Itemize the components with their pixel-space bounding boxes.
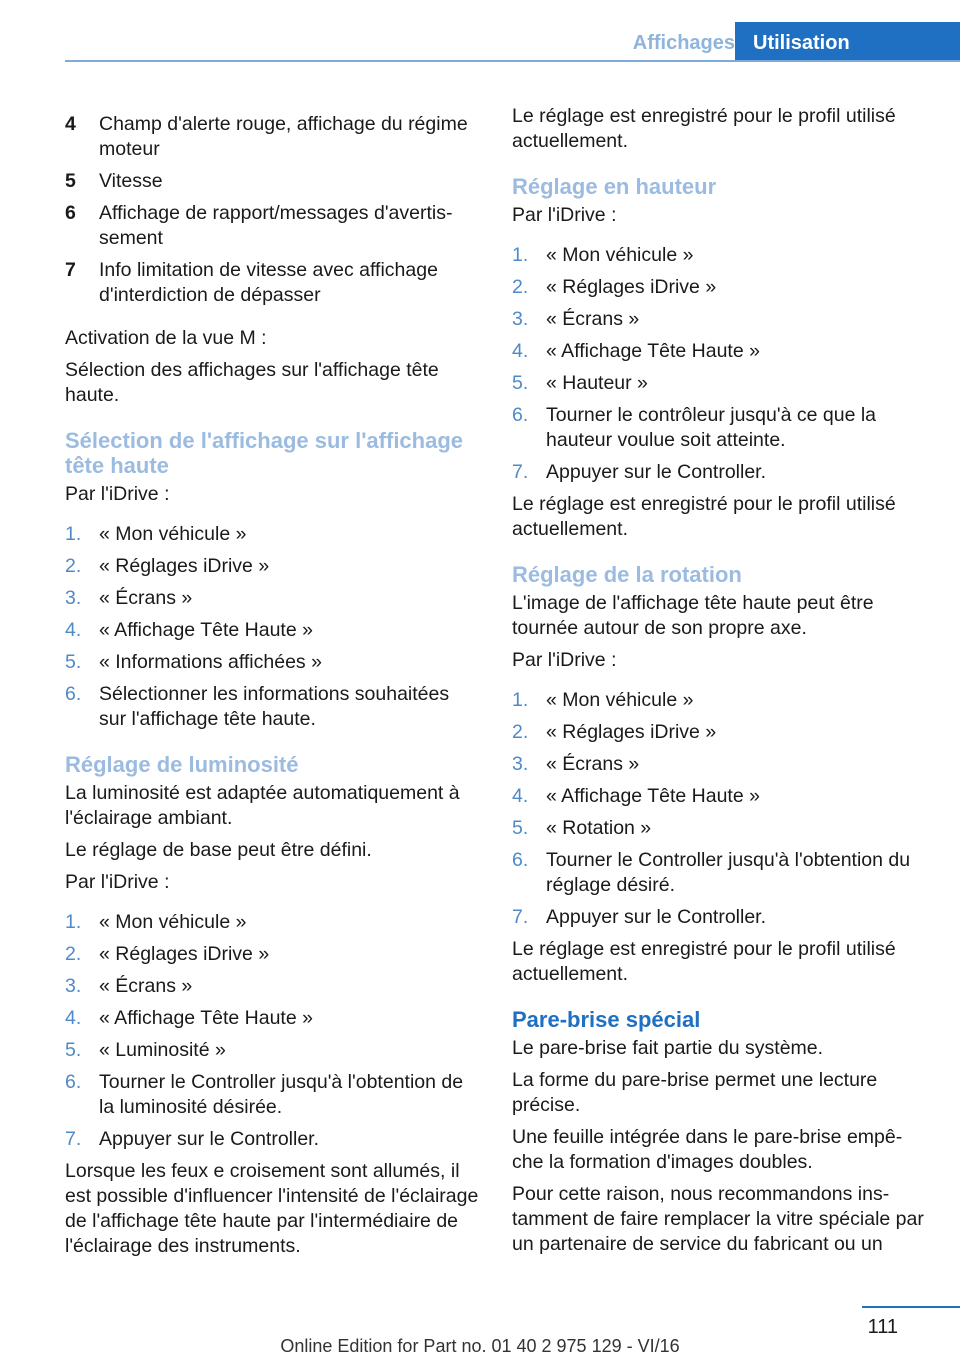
selection-steps	[65, 522, 480, 732]
step-item	[65, 1006, 480, 1031]
step-text: « Réglages iDrive »	[546, 276, 717, 298]
legend-text: Info limitation de vitesse avec affichage d'interdiction de dépasser	[99, 259, 438, 306]
header-chapter-tab: Utilisation	[735, 22, 960, 62]
windshield-paragraph: La forme du pare-brise permet une lecture précise.	[512, 1069, 878, 1116]
step-text: « Écrans »	[99, 975, 193, 997]
step-item	[512, 688, 927, 713]
step-num: 7.	[65, 1128, 82, 1150]
step-text: « Écrans »	[546, 308, 640, 330]
step-text: « Réglages iDrive »	[546, 721, 717, 743]
step-item	[65, 554, 480, 579]
step-num: 4.	[65, 1007, 82, 1029]
step-num: 6.	[512, 849, 529, 871]
step-text: « Affichage Tête Haute »	[99, 1007, 313, 1029]
step-num: 4.	[512, 340, 529, 362]
step-text: Tourner le Controller jusqu'à l'obtention du réglage désiré.	[546, 849, 911, 896]
legend-item	[65, 169, 480, 194]
legend-num: 7	[65, 259, 76, 281]
step-item	[65, 618, 480, 643]
saved-note: Le réglage est enregistré pour le profil utilisé actuellement.	[512, 105, 896, 152]
header-section: Affichages	[632, 32, 735, 54]
step-text: « Écrans »	[99, 587, 193, 609]
step-num: 1.	[65, 911, 82, 933]
step-item	[512, 243, 927, 268]
step-num: 7.	[512, 906, 529, 928]
step-num: 4.	[65, 619, 82, 641]
step-num: 2.	[512, 721, 529, 743]
selection-intro: Par l'iDrive :	[65, 483, 170, 505]
saved-note: Le réglage est enregistré pour le profil utilisé actuellement.	[512, 493, 896, 540]
step-item	[65, 974, 480, 999]
brightness-paragraph: Le réglage de base peut être défini.	[65, 839, 372, 861]
step-text: « Mon véhicule »	[546, 244, 694, 266]
step-text: « Écrans »	[546, 753, 640, 775]
height-heading: Réglage en hauteur	[512, 174, 717, 199]
rotation-steps	[512, 688, 927, 930]
step-item	[512, 816, 927, 841]
step-num: 4.	[512, 785, 529, 807]
windshield-heading: Pare-brise spécial	[512, 1007, 701, 1032]
step-text: Tourner le Controller jusqu'à l'obtention de la luminosité désirée.	[99, 1071, 464, 1118]
step-item	[512, 905, 927, 930]
selection-heading: Sélection de l'affichage sur l'affichage tête haute	[65, 428, 464, 478]
step-item	[512, 460, 927, 485]
step-text: « Mon véhicule »	[546, 689, 694, 711]
step-num: 1.	[512, 689, 529, 711]
step-item	[512, 752, 927, 777]
activation-text: Activation de la vue M :	[65, 327, 267, 349]
step-item	[65, 1070, 480, 1120]
step-item	[65, 522, 480, 547]
step-text: « Affichage Tête Haute »	[99, 619, 313, 641]
right-column	[512, 104, 927, 1264]
step-text: « Réglages iDrive »	[99, 555, 270, 577]
edition-line: Online Edition for Part no. 01 40 2 975 129 - VI/16	[280, 1336, 680, 1356]
legend-list	[65, 112, 480, 308]
step-text: « Informations affichées »	[99, 651, 322, 673]
step-num: 3.	[512, 308, 529, 330]
step-item	[65, 650, 480, 675]
step-item	[512, 371, 927, 396]
step-num: 3.	[65, 975, 82, 997]
step-text: « Luminosité »	[99, 1039, 226, 1061]
step-item	[65, 1038, 480, 1063]
step-num: 2.	[65, 555, 82, 577]
left-column	[65, 104, 480, 1266]
step-text: « Affichage Tête Haute »	[546, 785, 760, 807]
step-text: « Affichage Tête Haute »	[546, 340, 760, 362]
brightness-note: Lorsque les feux e croisement sont allumés, il est possible d'influencer l'intensité de l'éclairage de l'affichage tête haute par l'intermédiaire de l'éclairage des instruments.	[65, 1160, 479, 1257]
height-intro: Par l'iDrive :	[512, 204, 617, 226]
windshield-paragraph: Le pare-brise fait partie du système.	[512, 1037, 824, 1059]
step-text: « Hauteur »	[546, 372, 648, 394]
saved-note: Le réglage est enregistré pour le profil utilisé actuellement.	[512, 938, 896, 985]
step-num: 3.	[512, 753, 529, 775]
step-text: Tourner le contrôleur jusqu'à ce que la hauteur voulue soit atteinte.	[546, 404, 877, 451]
step-item	[65, 682, 480, 732]
step-num: 5.	[512, 817, 529, 839]
legend-text: Affichage de rapport/messages d'avertissement	[99, 202, 453, 249]
legend-num: 6	[65, 202, 76, 224]
step-text: Appuyer sur le Controller.	[546, 461, 767, 483]
brightness-steps	[65, 910, 480, 1152]
step-item	[512, 848, 927, 898]
legend-item	[65, 258, 480, 308]
step-item	[65, 1127, 480, 1152]
legend-text: Vitesse	[99, 170, 163, 192]
page-header	[65, 22, 960, 62]
rotation-intro: Par l'iDrive :	[512, 649, 617, 671]
step-num: 3.	[65, 587, 82, 609]
rotation-paragraph: L'image de l'affichage tête haute peut être tournée autour de son propre axe.	[512, 592, 874, 639]
step-text: « Mon véhicule »	[99, 523, 247, 545]
step-item	[65, 942, 480, 967]
footer-rule	[862, 1306, 960, 1308]
step-item	[512, 275, 927, 300]
step-num: 6.	[65, 683, 82, 705]
step-num: 5.	[65, 1039, 82, 1061]
step-num: 7.	[512, 461, 529, 483]
step-num: 2.	[512, 276, 529, 298]
header-rule	[65, 60, 960, 62]
step-num: 6.	[512, 404, 529, 426]
windshield-paragraph: Pour cette raison, nous recommandons instamment de faire remplacer la vitre spéciale par un partenaire de service du fabricant ou un	[512, 1183, 924, 1255]
brightness-heading: Réglage de luminosité	[65, 752, 299, 777]
step-text: Appuyer sur le Controller.	[99, 1128, 320, 1150]
step-num: 6.	[65, 1071, 82, 1093]
legend-text: Champ d'alerte rouge, affichage du régime moteur	[99, 113, 468, 160]
legend-item	[65, 201, 480, 251]
step-text: « Mon véhicule »	[99, 911, 247, 933]
step-item	[512, 720, 927, 745]
step-item	[512, 307, 927, 332]
page-number: 111	[867, 1316, 898, 1338]
step-item	[512, 339, 927, 364]
legend-item	[65, 112, 480, 162]
step-num: 1.	[65, 523, 82, 545]
step-text: Appuyer sur le Controller.	[546, 906, 767, 928]
step-text: « Réglages iDrive »	[99, 943, 270, 965]
step-num: 5.	[512, 372, 529, 394]
rotation-heading: Réglage de la rotation	[512, 562, 742, 587]
step-item	[512, 784, 927, 809]
windshield-paragraph: Une feuille intégrée dans le pare-brise empêche la formation d'images doubles.	[512, 1126, 903, 1173]
step-text: « Rotation »	[546, 817, 652, 839]
step-item	[65, 910, 480, 935]
legend-num: 4	[65, 113, 76, 135]
step-item	[512, 403, 927, 453]
brightness-paragraph: La luminosité est adaptée automatiquement à l'éclairage ambiant.	[65, 782, 460, 829]
brightness-intro: Par l'iDrive :	[65, 871, 170, 893]
step-text: Sélectionner les informations souhaitées sur l'affichage tête haute.	[99, 683, 450, 730]
selection-description: Sélection des affichages sur l'affichage tête haute.	[65, 359, 439, 406]
height-steps	[512, 243, 927, 485]
step-num: 2.	[65, 943, 82, 965]
step-item	[65, 586, 480, 611]
legend-num: 5	[65, 170, 76, 192]
step-num: 1.	[512, 244, 529, 266]
step-num: 5.	[65, 651, 82, 673]
